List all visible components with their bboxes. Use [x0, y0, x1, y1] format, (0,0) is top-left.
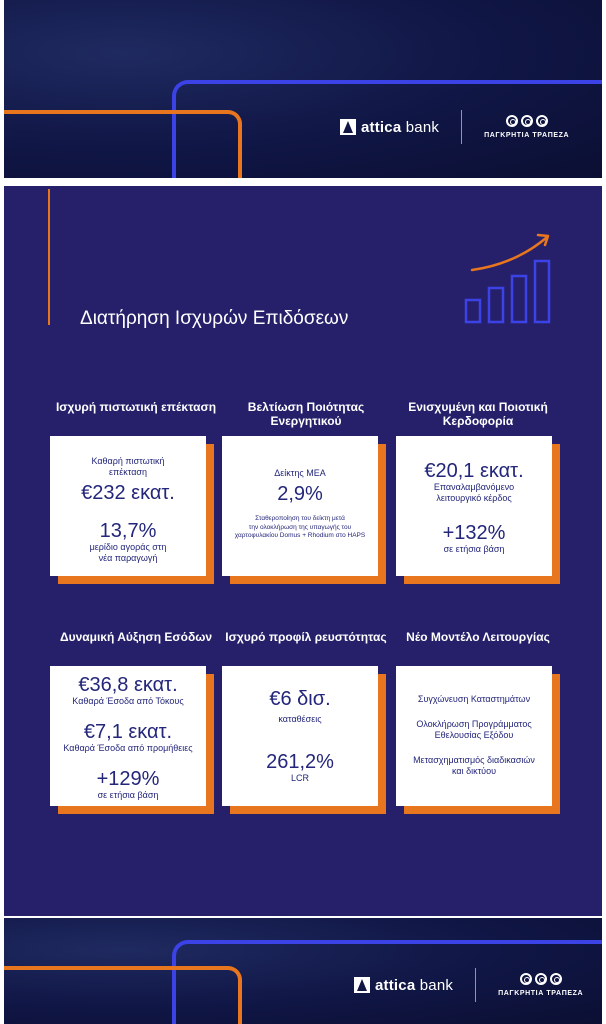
- card-value: €36,8 εκατ.: [78, 674, 178, 696]
- attica-logo-text: attica: [361, 118, 402, 136]
- card-text: Μετασχηματισμός διαδικασιών: [413, 755, 535, 765]
- section-title-profitability: Ενισχυμένη και Ποιοτική Κερδοφορία: [408, 400, 548, 428]
- card-value: 13,7%: [99, 520, 157, 542]
- card-profitability: [396, 436, 552, 576]
- page-title: Διατήρηση Ισχυρών Επιδόσεων: [80, 308, 349, 329]
- bank-logo-text: bank: [419, 976, 454, 994]
- card-text: LCR: [290, 773, 309, 783]
- card-value: 261,2%: [266, 751, 334, 773]
- card-text: λειτουργικό κέρδος: [436, 493, 512, 503]
- card-text: Καθαρά Έσοδα από Τόκους: [72, 696, 184, 706]
- card-text: Καθαρά Έσοδα από προμήθειες: [63, 743, 193, 753]
- card-value: €232 εκατ.: [81, 482, 175, 504]
- card-text: Δείκτης ΜΕΑ: [274, 468, 326, 478]
- pagkritia-logo: [498, 973, 583, 997]
- orange-accent-line: [48, 189, 50, 325]
- attica-logo-icon: [354, 977, 370, 993]
- card-value: +132%: [442, 522, 506, 544]
- card-value: €20,1 εκατ.: [424, 460, 524, 482]
- card-revenue-growth: [50, 666, 206, 806]
- attica-logo-text: attica: [375, 976, 416, 994]
- card-text: σε ετήσια βάση: [443, 544, 505, 554]
- card-operating-model: [396, 666, 552, 806]
- card-text: Καθαρή πιστωτική: [91, 456, 165, 466]
- card-text: Επαναλαμβανόμενο: [433, 482, 515, 492]
- card-asset-quality: [222, 436, 378, 576]
- card-text: νέα παραγωγή: [98, 553, 158, 563]
- pagkritia-logo-text: ΠΑΓΚΡΗΤΙΑ ΤΡΑΠΕΖΑ: [484, 132, 570, 139]
- orange-frame-decoration: [4, 110, 242, 178]
- main-panel: [4, 186, 602, 916]
- logo-divider: [461, 110, 462, 144]
- card-text: Σταθεροποίηση του δείκτη μετά: [255, 515, 345, 522]
- bank-logo-text: bank: [405, 118, 440, 136]
- card-liquidity: [222, 666, 378, 806]
- section-title-liquidity: Ισχυρό προφίλ ρευστότητας: [225, 630, 387, 644]
- card-text: την ολοκλήρωση της υπαγωγής του: [248, 523, 352, 531]
- card-text: επέκταση: [109, 467, 147, 477]
- logo-group: [340, 110, 569, 144]
- card-text: χαρτοφυλακίου Domus + Rhodium στο HAPS: [234, 532, 366, 539]
- card-text: καταθέσεις: [278, 714, 322, 724]
- pagkritia-swirl-icon: [506, 115, 548, 127]
- pagkritia-logo: [484, 115, 569, 139]
- attica-logo-icon: [340, 119, 356, 135]
- attica-bank-logo: [340, 119, 439, 136]
- section-title-credit: Ισχυρή πιστωτική επέκταση: [55, 400, 217, 414]
- card-value: +129%: [96, 768, 160, 790]
- card-text: Ολοκλήρωση Προγράμματος: [416, 719, 532, 729]
- card-credit-expansion: [50, 436, 206, 576]
- card-value: 2,9%: [277, 483, 323, 505]
- card-text: Εθελουσίας Εξόδου: [434, 730, 514, 740]
- attica-bank-logo: [354, 977, 453, 994]
- card-text: μερίδιο αγοράς στη: [89, 542, 167, 552]
- top-banner: [4, 0, 602, 178]
- card-value: €6 δισ.: [269, 688, 331, 710]
- orange-frame-decoration: [4, 966, 242, 1024]
- growth-chart-icon: [460, 230, 560, 326]
- card-text: σε ετήσια βάση: [97, 790, 159, 800]
- logo-divider: [475, 968, 476, 1002]
- card-text: και δικτύου: [451, 766, 496, 776]
- section-title-operating-model: Νέο Μοντέλο Λειτουργίας: [406, 630, 550, 644]
- section-title-revenue: Δυναμική Αύξηση Εσόδων: [59, 630, 213, 644]
- bottom-banner: [4, 918, 602, 1024]
- pagkritia-logo-text: ΠΑΓΚΡΗΤΙΑ ΤΡΑΠΕΖΑ: [498, 990, 584, 997]
- card-text: Συγχώνευση Καταστημάτων: [417, 694, 531, 704]
- section-title-asset-quality: Βελτίωση Ποιότητας Ενεργητικού: [247, 400, 365, 428]
- card-value: €7,1 εκατ.: [83, 721, 173, 743]
- pagkritia-swirl-icon: [520, 973, 562, 985]
- logo-group: [354, 968, 583, 1002]
